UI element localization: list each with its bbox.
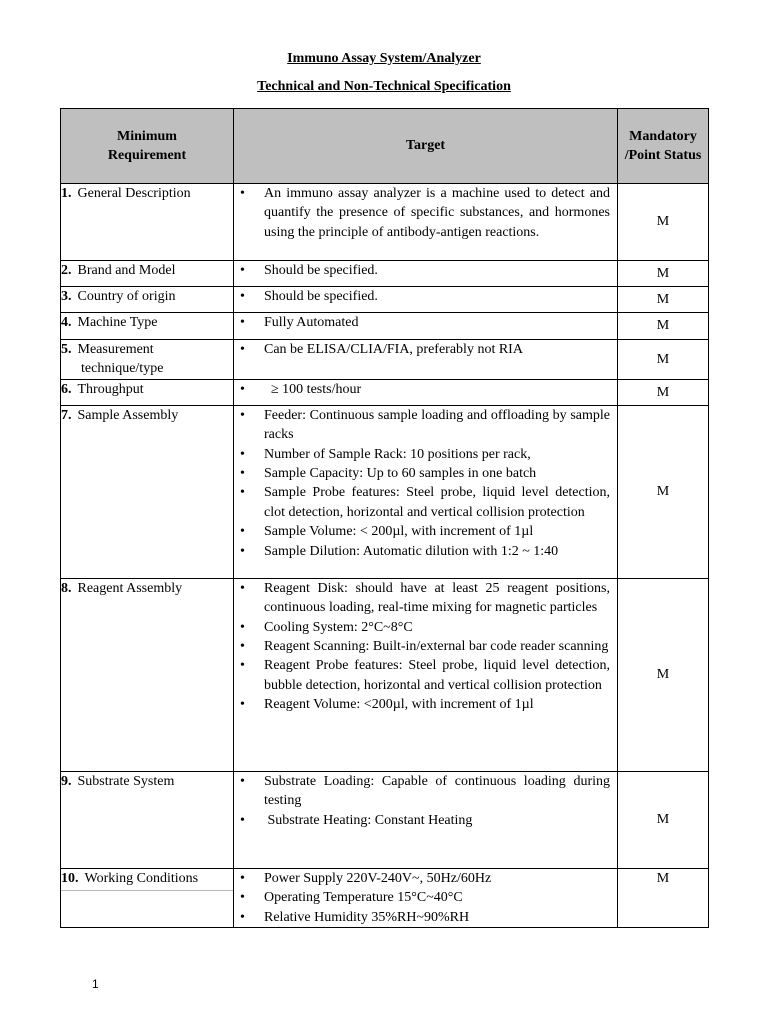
requirement-label: Sample Assembly (77, 407, 179, 423)
table-row (61, 313, 709, 340)
list-item: • Reagent Volume: <200µl, with increment of 1µl (264, 695, 610, 714)
status-cell: M (618, 261, 709, 287)
target-cell (234, 379, 618, 405)
target-list (234, 772, 617, 830)
status-cell: M (618, 868, 709, 927)
status-cell: M (618, 184, 709, 261)
table-row (61, 340, 709, 380)
list-item: • Sample Volume: < 200µl, with increment of 1µl (264, 522, 610, 541)
target-cell (234, 405, 618, 578)
document-title: Immuno Assay System/Analyzer (287, 51, 481, 66)
list-item: • ≥ 100 tests/hour (264, 380, 610, 399)
list-item: • Reagent Probe features: Steel probe, liquid level detection, bubble detection, horizontal and vertical collision protection (264, 656, 610, 695)
requirement-label: General Description (77, 186, 191, 201)
requirement-cell (61, 313, 234, 340)
list-item: • Number of Sample Rack: 10 positions per rack, (264, 445, 610, 464)
requirement-cell (61, 868, 234, 927)
target-list (234, 184, 617, 242)
requirement-label: Brand and Model (77, 263, 176, 278)
list-item: • Can be ELISA/CLIA/FIA, preferably not RIA (264, 340, 610, 359)
header-minimum-requirement: Minimum Requirement (61, 109, 234, 184)
requirement-number: 5. (61, 342, 72, 357)
list-item: • Cooling System: 2°C~8°C (264, 618, 610, 637)
requirement-number: 7. (61, 407, 72, 423)
list-item: • Feeder: Continuous sample loading and offloading by sample racks (264, 406, 610, 445)
requirement-label: Working Conditions (84, 870, 199, 886)
target-cell (234, 287, 618, 313)
requirement-label-continued: technique/type (81, 361, 164, 377)
requirement-number: 10. (61, 870, 79, 886)
status-cell: M (618, 578, 709, 771)
list-item: • Substrate Heating: Constant Heating (264, 811, 610, 830)
table-header-row (61, 109, 709, 184)
target-cell (234, 313, 618, 340)
target-list (234, 340, 617, 359)
requirement-label: Substrate System (77, 773, 175, 789)
target-list (234, 406, 617, 561)
table-row (61, 184, 709, 261)
requirement-number: 9. (61, 773, 72, 789)
status-cell: M (618, 340, 709, 380)
table-row (61, 405, 709, 578)
list-item: • Operating Temperature 15°C~40°C (264, 888, 610, 907)
list-item: • Sample Capacity: Up to 60 samples in one batch (264, 464, 610, 483)
target-cell (234, 184, 618, 261)
target-cell (234, 868, 618, 927)
page-number: 1 (92, 977, 99, 991)
requirement-label: Measurement (77, 342, 154, 357)
list-item: • Should be specified. (264, 261, 610, 280)
table-row (61, 287, 709, 313)
header-target: Target (234, 109, 618, 184)
list-item: • Fully Automated (264, 313, 610, 332)
requirement-cell (61, 184, 234, 261)
table-row (61, 379, 709, 405)
requirement-number: 2. (61, 263, 72, 278)
target-list (234, 261, 617, 280)
table-row (61, 261, 709, 287)
list-item: • Sample Probe features: Steel probe, liquid level detection, clot detection, horizontal and vertical collision protection (264, 483, 610, 522)
requirement-number: 8. (61, 580, 72, 596)
requirement-label: Throughput (77, 381, 144, 397)
table-row (61, 771, 709, 868)
target-cell (234, 261, 618, 287)
status-cell: M (618, 405, 709, 578)
target-list (234, 579, 617, 715)
header-status: Mandatory /Point Status (618, 109, 709, 184)
list-item: • Relative Humidity 35%RH~90%RH (264, 908, 610, 927)
list-item: • Reagent Disk: should have at least 25 reagent positions, continuous loading, real-time mixing for magnetic particles (264, 579, 610, 618)
status-cell: M (618, 287, 709, 313)
document-subtitle: Technical and Non-Technical Specification (257, 79, 511, 94)
requirement-label: Reagent Assembly (77, 580, 183, 596)
list-item: • Substrate Loading: Capable of continuous loading during testing (264, 772, 610, 811)
list-item: • Power Supply 220V-240V~, 50Hz/60Hz (264, 869, 610, 888)
status-cell: M (618, 313, 709, 340)
target-list (234, 869, 617, 927)
status-cell: M (618, 771, 709, 868)
requirement-number: 1. (61, 186, 72, 201)
target-cell (234, 771, 618, 868)
requirement-number: 6. (61, 381, 72, 397)
specification-table (60, 108, 709, 928)
requirement-cell (61, 405, 234, 578)
requirement-cell (61, 340, 234, 380)
requirement-number: 4. (61, 315, 72, 330)
table-row (61, 868, 709, 927)
requirement-cell (61, 771, 234, 868)
requirement-label: Machine Type (77, 315, 158, 330)
target-cell (234, 340, 618, 380)
requirement-cell (61, 261, 234, 287)
list-item: • Sample Dilution: Automatic dilution with 1:2 ~ 1:40 (264, 542, 610, 561)
requirement-label: Country of origin (77, 289, 176, 304)
status-cell: M (618, 379, 709, 405)
table-row (61, 578, 709, 771)
list-item: • Reagent Scanning: Built-in/external bar code reader scanning (264, 637, 610, 656)
target-cell (234, 578, 618, 771)
list-item: • An immuno assay analyzer is a machine used to detect and quantify the presence of specific substances, and hormones using the principle of antibody-antigen reactions. (264, 184, 610, 242)
target-list (234, 380, 617, 399)
requirement-cell (61, 287, 234, 313)
requirement-number: 3. (61, 289, 72, 304)
target-list (234, 313, 617, 332)
requirement-cell (61, 379, 234, 405)
requirement-cell (61, 578, 234, 771)
target-list (234, 287, 617, 306)
list-item: • Should be specified. (264, 287, 610, 306)
